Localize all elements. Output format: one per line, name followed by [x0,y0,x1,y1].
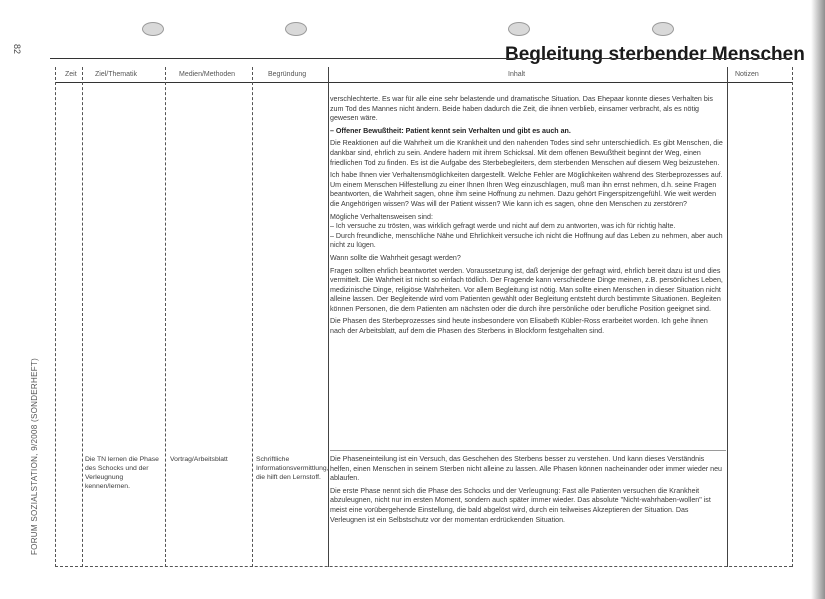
bottom-rule [55,566,792,567]
paragraph: Die Phasen des Sterbeprozesses sind heute insbesondere von Elisabeth Kübler-Ross erarbeitet worden. Ich gehe ihnen nach der Arbeitsblatt, auf dem die Phasen des Sterbens in Blockform festgehalten sind. [330,317,708,336]
row-separator [330,450,726,451]
paragraph: Die Reaktionen auf die Wahrheit um die Krankheit und den nahenden Todes sind sehr unterschiedlich. Es gibt Menschen, die dankbar sind, ehrlich zu sein. Andere hadern mit ihrem Schicksal. Mit dem offenen Bewußtheit beginnt der Weg, einen friedlichen Tod zu finden. Es ist die Aufgabe des Sterbebegleiters, dem sterbenden Menschen auf diesem Weg beizustehen. [330,139,723,167]
paragraph: Die Phaseneinteilung ist ein Versuch, das Geschehen des Sterbens besser zu verstehen. Und kann dieses Verständnis helfen, einen Menschen in seinem Sterben nicht alleine zu lassen. Alle Phasen können nacheinander oder immer wieder neu ablaufen. [330,455,722,483]
column-divider [55,67,56,567]
column-divider [82,67,83,567]
paragraph: – Durch freundliche, menschliche Nähe und Ehrlichkeit versuche ich nicht die Hoffnung auf das Leben zu nehmen, aber auch nicht zu lügen. [330,231,723,250]
header-medien: Medien/Methoden [179,71,236,78]
header-zeit: Zeit [65,71,77,78]
question: Wann sollte die Wahrheit gesagt werden? [330,253,461,262]
header-inhalt: Inhalt [508,71,526,78]
header-notizen: Notizen [735,71,759,78]
scan-edge-shadow [811,0,825,599]
paragraph: – Ich versuche zu trösten, was wirklich gefragt werde und nicht auf dem zu antworten, was ich für richtig halte. [330,222,676,231]
paragraph: verschlechterte. Es war für alle eine sehr belastende und dramatische Situation. Das Ehepaar konnte dieses Verhalten bis zum Tod des Mannes nicht ändern. Beide haben dadurch die Zeit, die ihnen verblieb, einsamer verbracht, als es nötig gewesen wäre. [330,95,713,123]
ziel-cell: Die TN lernen die Phase des Schocks und der Verleugnung kennen/lernen. [85,456,159,490]
column-divider [727,67,728,567]
title-rule [50,58,792,59]
column-divider [165,67,166,567]
paragraph: Mögliche Verhaltensweisen sind: [330,212,433,221]
begruendung-cell: Schriftliche Informationsvermittlung, die hilft den Lernstoff. [256,456,329,481]
column-divider [252,67,253,567]
header-ziel: Ziel/Thematik [95,71,138,78]
punch-hole [285,22,307,36]
medien-cell: Vortrag/Arbeitsblatt [170,456,228,463]
side-note: FORUM SOZIALSTATION, 9/2008 (SONDERHEFT) [30,357,39,555]
page-title: Begleitung sterbender Menschen [505,44,805,65]
phase-paragraph: Die erste Phase nennt sich die Phase des Schocks und der Verleugnung: Fast alle Patienten versuchen die Krankheit abzuleugnen, nicht nur im ersten Moment, sondern auch später immer wieder. Das absolute "Nicht-wahrhaben-wollen" ist meist eine vorübergehende Einstellung, die bald abgelöst wird, durch ein teilweises Akzeptieren der Situation. Das Verleugnen ist ein Selbstschutz vor der momentan erdrückenden Situation. [330,486,711,524]
column-divider [328,67,329,567]
paragraph: Ich habe Ihnen vier Verhaltensmöglichkeiten dargestellt. Welche Fehler are Möglichkeiten während des Sterbeprozesses auf. Um einem Menschen Hilfestellung zu einer Ihnen Ihren Weg einzuschlagen, muß man ihn ernst nehmen, d.h. seine Fragen beantworten, die Wahrheit sagen, ohne ihm seine Hoffnung zu nehmen. Dazu gehört Fingerspitzengefühl. Wie weit werden die Angehörigen wissen? Was will der Patient wissen? Wie kann ich es sagen, ohne den Menschen zu zerstören? [330,171,723,208]
inhalt-lower [330,455,725,528]
column-divider [792,67,793,567]
paragraph: Fragen sollten ehrlich beantwortet werden. Voraussetzung ist, daß derjenige der gefragt wird, ehrlich bereit dazu ist und dies vermittelt. Die Wahrheit ist nicht so einfach tödlich. Der Fragende kann verschiedene Dinge meinen, z.B. persönliches Leben, medizinische Dinge, religiöse Wahrheiten. Vor allem Begleitung ist nötig. Man sollte einen Menschen in dieser Situation nicht alleine lassen. Der Begleitende wird vom Patienten gewählt oder Begleitung entsteht durch bestimmte Situationen. Begleiten können Personen, die dem Patienten am nächsten oder die durch ihre persönliche oder berufliche Position geeignet sind. [330,266,723,313]
page-number: 82 [12,44,22,55]
inhalt-upper [330,95,725,340]
punch-hole [142,22,164,36]
punch-hole [652,22,674,36]
subheading: – Offener Bewußtheit: Patient kennt sein Verhalten und gibt es auch an. [330,126,571,135]
header-begruendung: Begründung [268,71,307,78]
punch-hole [508,22,530,36]
